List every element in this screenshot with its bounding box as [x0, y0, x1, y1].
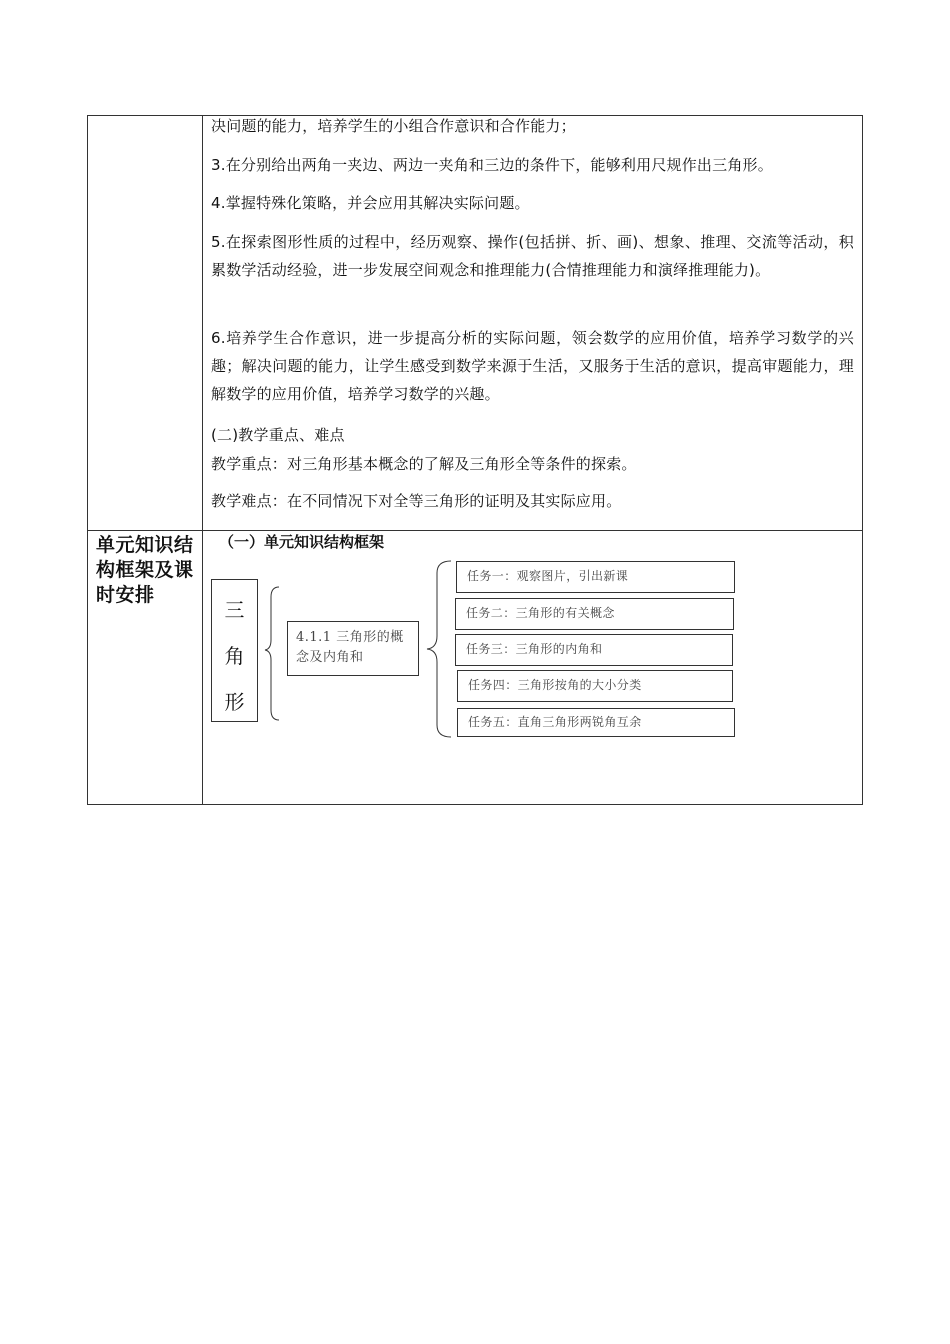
objective-item-4: 4.掌握特殊化策略，并会应用其解决实际问题。: [211, 194, 530, 212]
root-brace: [265, 587, 279, 720]
task-box-2: 任务二：三角形的有关概念: [455, 598, 734, 630]
task-box-4: 任务四：三角形按角的大小分类: [457, 670, 733, 702]
root-char-3: 形: [224, 690, 245, 714]
objective-item-5: 5.在探索图形性质的过程中，经历观察、操作(包括拼、折、画)、想象、推理、交流等活动，积累数学活动经验，进一步发展空间观念和推理能力(合情推理能力和演绎推理能力)。: [211, 233, 854, 279]
task-box-5: 任务五：直角三角形两锐角互余: [457, 708, 735, 737]
unit-row-header: 单元知识结构框架及课时安排: [96, 534, 194, 606]
key-points-heading: (二)教学重点、难点: [211, 426, 345, 444]
root-char-2: 角: [224, 644, 245, 668]
lesson-brace: [427, 561, 451, 737]
root-char-1: 三: [224, 598, 245, 622]
task-box-1: 任务一：观察图片，引出新课: [456, 561, 735, 593]
lesson-box: 4.1.1 三角形的概念及内角和: [287, 621, 419, 676]
objective-continuation: 决问题的能力，培养学生的小组合作意识和合作能力；: [211, 117, 576, 135]
key-point-text: 教学重点：对三角形基本概念的了解及三角形全等条件的探索。: [211, 455, 637, 473]
objective-item-3: 3.在分别给出两角一夹边、两边一夹角和三边的条件下，能够利用尺规作出三角形。: [211, 156, 773, 174]
task-box-3: 任务三：三角形的内角和: [455, 634, 733, 666]
difficult-point-text: 教学难点：在不同情况下对全等三角形的证明及其实际应用。: [211, 492, 622, 510]
objective-item-6: 6.培养学生合作意识，进一步提高分析的实际问题，领会数学的应用价值，培养学习数学的兴趣；解决问题的能力，让学生感受到数学来源于生活，又服务于生活的意识，提高审题能力，理解数学的应用价值，培养学习数学的兴趣。: [211, 329, 854, 403]
framework-section-title: （一）单元知识结构框架: [219, 533, 385, 551]
